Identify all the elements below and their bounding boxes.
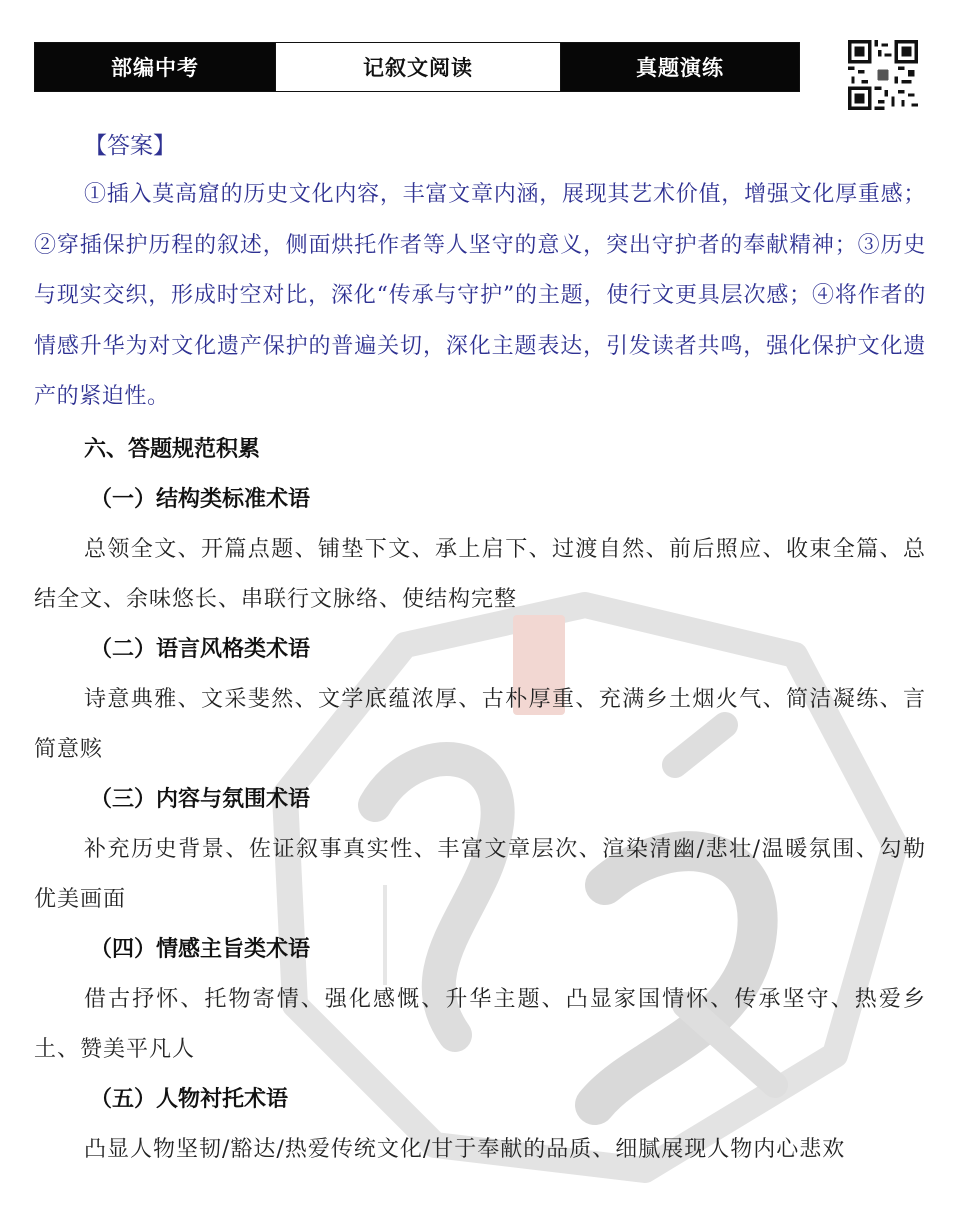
header-banner [34,42,800,92]
subsection-title-emotion: （四）情感主旨类术语 [90,936,311,962]
section-title: 六、答题规范积累 [84,436,261,462]
subsection-title-structure: （一）结构类标准术语 [90,486,311,512]
subsection-text-content: 补充历史背景、佐证叙事真实性、丰富文章层次、渲染清幽/悲壮/温暖氛围、勾勒优美画面 [34,836,926,912]
subsection-title-language: （二）语言风格类术语 [90,636,311,662]
header-cell-grade: 部编中考 [35,43,275,91]
main-content [34,124,926,1175]
subsection-text-structure: 总领全文、开篇点题、铺垫下文、承上启下、过渡自然、前后照应、收束全篇、总结全文、余味悠长、串联行文脉络、使结构完整 [34,536,926,612]
subsection-title-content: （三）内容与氛围术语 [90,786,311,812]
subsection-text-emotion: 借古抒怀、托物寄情、强化感慨、升华主题、凸显家国情怀、传承坚守、热爱乡土、赞美平凡人 [34,986,926,1062]
header-cell-practice: 真题演练 [561,43,799,91]
subsection-title-character: （五）人物衬托术语 [90,1086,289,1112]
subsection-text-character: 凸显人物坚韧/豁达/热爱传统文化/甘于奉献的品质、细腻展现人物内心悲欢 [84,1136,846,1162]
subsection-text-language: 诗意典雅、文采斐然、文学底蕴浓厚、古朴厚重、充满乡土烟火气、简洁凝练、言简意赅 [34,686,926,762]
answer-label: 【答案】 [84,133,176,159]
qr-code-icon [848,40,918,110]
answer-text: ①插入莫高窟的历史文化内容，丰富文章内涵，展现其艺术价值，增强文化厚重感；②穿插保护历程的叙述，侧面烘托作者等人坚守的意义，突出守护者的奉献精神；③历史与现实交织，形成时空对比，深化“传承与守护”的主题，使行文更具层次感；④将作者的情感升华为对文化遗产保护的普遍关切，深化主题表达，引发读者共鸣，强化保护文化遗产的紧迫性。 [34,182,926,410]
header-cell-topic: 记叙文阅读 [275,43,561,91]
